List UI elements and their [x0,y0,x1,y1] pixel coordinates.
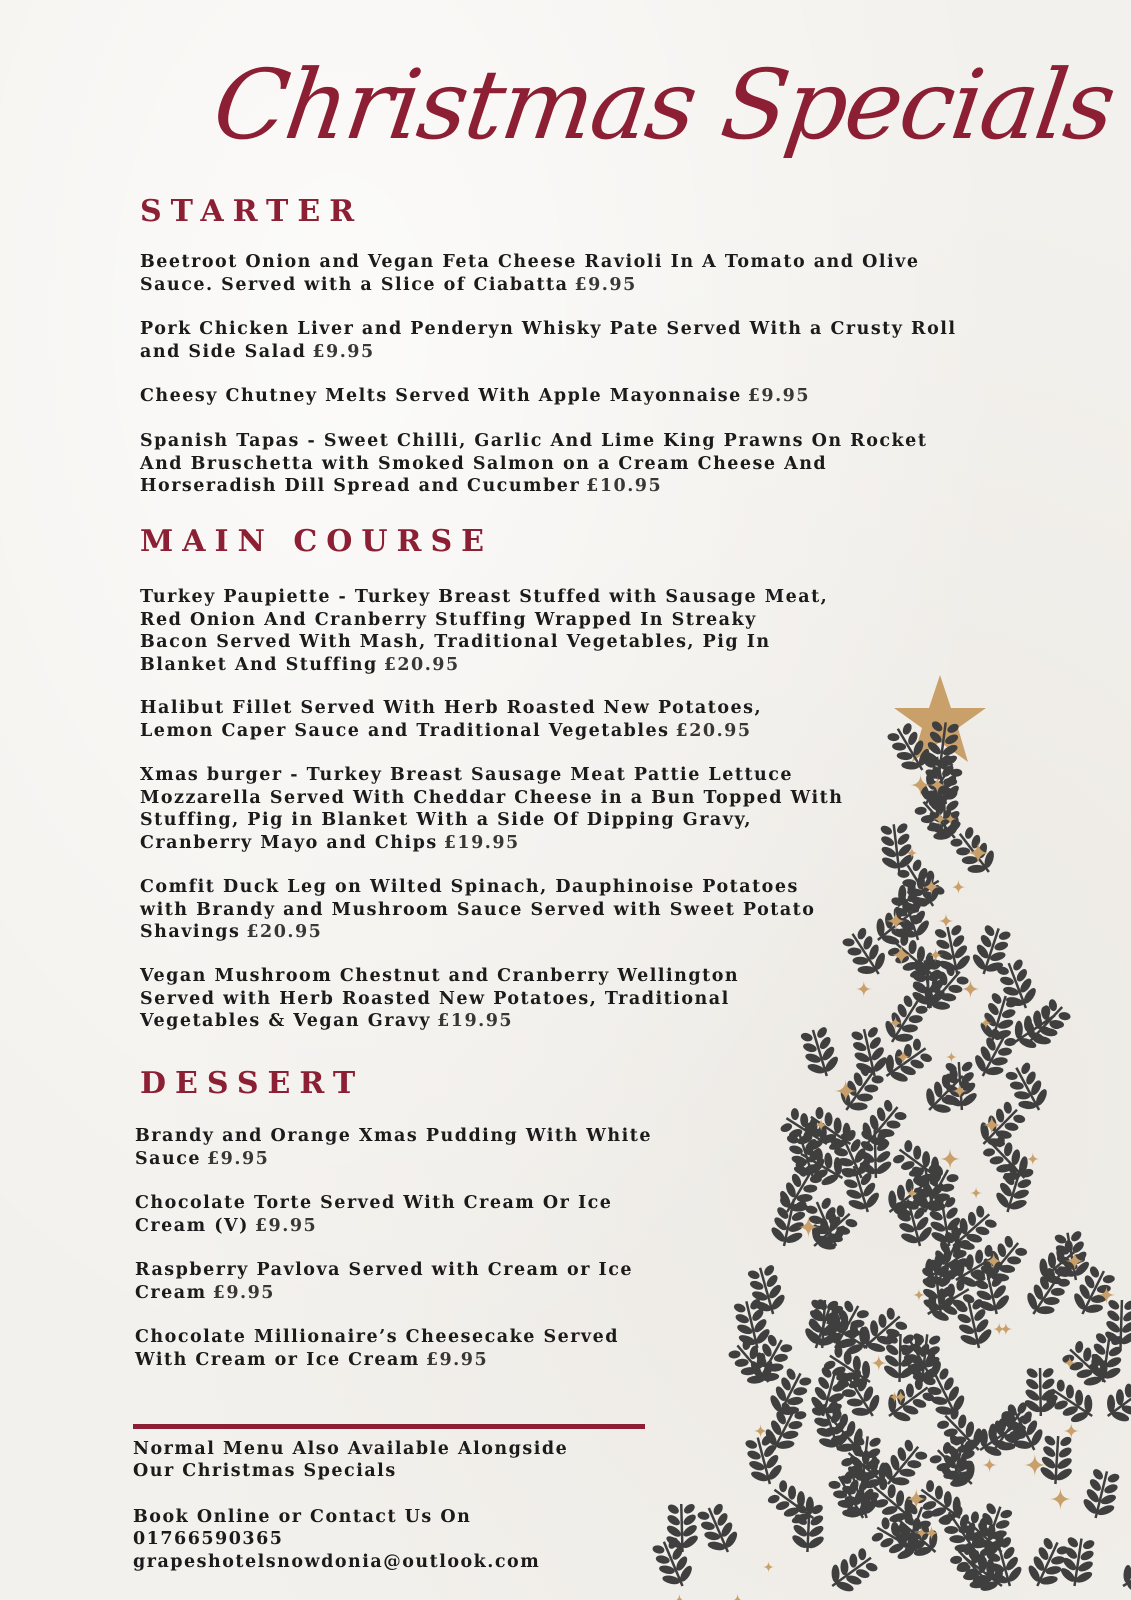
starter-item [140,318,960,363]
item-text: Spanish Tapas - Sweet Chilli, Garlic And Lime King Prawns On Rocket And Bruschetta with Smoked Salmon on a Cream Cheese And Horseradish Dill Spread and Cucumber [140,431,928,496]
sparkle-icon [1063,1423,1080,1440]
sparkle-icon [855,981,872,998]
item-text: Beetroot Onion and Vegan Feta Cheese Ravioli In A Tomato and Olive Sauce. Served with a Slice of Ciabatta [140,252,920,295]
leaf-sprig [729,1296,775,1353]
item-price: £9.95 [747,386,811,406]
sparkle-icon [951,879,966,894]
leaf-sprig [876,821,917,875]
item-price: £9.95 [312,341,375,362]
item-price: £20.95 [675,720,752,741]
item-text: Raspberry Pavlova Served with Cream or Ice Cream [135,1260,633,1303]
sparkle-icon [1049,1487,1072,1510]
leaf-sprig [1022,1366,1058,1416]
item-text: Brandy and Orange Xmas Pudding With White Sauce [135,1126,653,1169]
leaf-sprig [846,1024,891,1080]
item-text: Pork Chicken Liver and Penderyn Whisky Pate Served With a Crusty Roll and Side Salad [140,319,957,362]
footer-note-line2: Our Christmas Specials [133,1461,397,1481]
leaf-sprig [767,1194,812,1250]
footer-email[interactable]: grapeshotelsnowdonia@outlook.com [133,1552,541,1572]
main-course-heading: MAIN COURSE [140,524,494,559]
sparkle-icon [1026,1152,1040,1166]
starter-item [140,385,960,408]
item-price: £19.95 [437,1011,514,1031]
leaf-sprig [796,1023,844,1081]
item-text: Vegan Mushroom Chestnut and Cranberry Wellington Served with Herb Roasted New Potatoes, Traditional Vegetables & Vegan Gravy [140,966,740,1031]
sparkle-icon [970,1186,983,1199]
starter-heading: STARTER [140,194,364,229]
starter-item [140,251,960,296]
sparkle-icon [999,1322,1013,1336]
item-price: £9.95 [254,1215,318,1236]
leaf-group [647,718,1131,1600]
item-price: £19.95 [443,832,520,853]
dessert-item [135,1192,655,1237]
item-text: Xmas burger - Turkey Breast Sausage Meat Pattie Lettuce Mozzarella Served With Cheddar Cheese in a Bun Topped With Stuffing, Pig in Blanket With a Side Of Dipping Gravy, Cranberry Mayo and Chips [140,765,844,853]
item-price: £9.95 [574,274,637,295]
item-price: £20.95 [383,654,460,675]
item-text: Chocolate Millionaire’s Cheesecake Served With Cream or Ice Cream [135,1327,619,1370]
divider [133,1424,645,1429]
item-price: £10.95 [586,476,663,496]
leaf-sprig [822,1542,883,1600]
footer-note-line1: Normal Menu Also Available Alongside [133,1439,569,1459]
item-price: £9.95 [212,1282,275,1303]
item-price: £9.95 [425,1349,489,1370]
item-text: Comfit Duck Leg on Wilted Spinach, Dauphinoise Potatoes with Brandy and Mushroom Sauce Served with Sweet Potato Shavings [140,877,816,942]
item-price: £20.95 [246,922,323,942]
sparkle-icon [763,1561,775,1573]
sparkle-icon [730,1593,746,1600]
footer-book-line: Book Online or Contact Us On [133,1507,472,1527]
sparkle-icon [672,1594,687,1600]
leaf-sprig [743,1261,790,1318]
dessert-item [135,1125,695,1170]
dessert-item [135,1259,675,1304]
sparkle-icon [945,1051,957,1063]
dessert-heading: DESSERT [140,1066,365,1101]
item-text: Cheesy Chutney Melts Served With Apple Mayonnaise [140,386,742,406]
starter-item [140,430,970,498]
leaf-sprig [1078,1466,1124,1523]
page-title: Christmas Specials [207,49,1121,161]
leaf-sprig [1114,1545,1131,1600]
leaf-sprig [1085,1330,1127,1384]
sparkle-icon [938,913,954,929]
item-price: £9.95 [207,1148,270,1169]
leaf-sprig [837,923,894,984]
dessert-item [135,1326,655,1371]
christmas-tree-icon [640,650,1131,1600]
sparkle-icon [939,1148,961,1170]
leaf-sprig [692,1499,744,1559]
item-text: Chocolate Torte Served With Cream Or Ice Cream (V) [135,1193,613,1236]
item-text: Turkey Paupiette - Turkey Breast Stuffed with Sausage Meat, Red Onion And Cranberry Stuffing Wrapped In Streaky Bacon Served With Mash, Traditional Vegetables, Pig In Blanket And Stuffing [140,587,829,675]
leaf-sprig [1038,1433,1076,1485]
sparkle-icon [982,1457,998,1473]
item-text: Halibut Fillet Served With Herb Roasted New Potatoes, Lemon Caper Sauce and Traditional Vegetables [140,698,763,741]
footer-phone[interactable]: 01766590365 [133,1529,284,1549]
